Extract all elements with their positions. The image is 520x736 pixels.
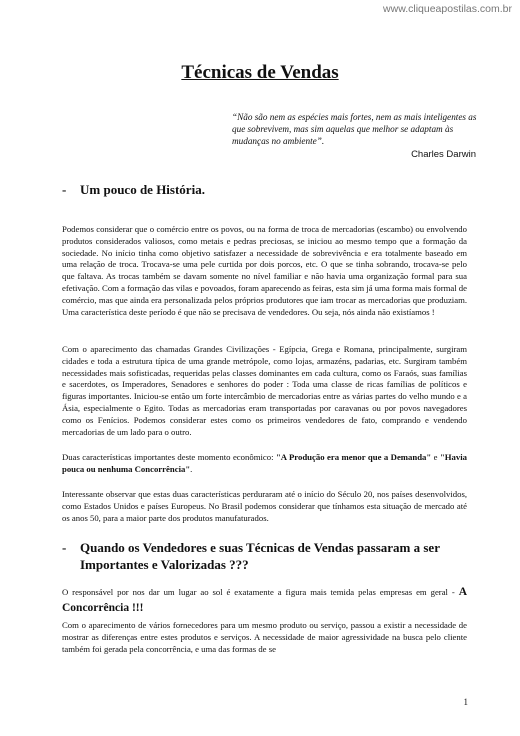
emphasis-competition: "Havia pouca ou nenhuma Concorrência" <box>62 452 467 474</box>
paragraph-history-3 <box>62 452 467 476</box>
paragraph-sellers-1 <box>62 585 467 616</box>
paragraph-text: Duas características importantes deste momento econômico: <box>62 452 276 462</box>
epigraph-author: Charles Darwin <box>411 149 476 160</box>
paragraph-text: e <box>431 452 440 462</box>
heading-dash: - <box>62 540 67 555</box>
heading-text: Um pouco de História. <box>80 182 205 197</box>
paragraph-history-2: Com o aparecimento das chamadas Grandes Civilizações - Egípcia, Grega e Romana, principalmente, surgiram cidades e toda a estrutura típica de uma grande metrópole, como lojas, armazéns, padarias, etc. Surgiram também necessidades mais sofisticadas, requeridas pelas classes dominantes em cada cultura, como os Faraós, suas famílias e sacerdotes, os Imperadores, Senadores e senhores do poder : Toda uma classe de ricas famílias de políticos e figuras importantes. Iniciou-se então um forte intercâmbio de mercadorias entre as várias partes do velho mundo e a Ásia, especialmente o Egito. Todas as mercadorias eram transportadas por caravanas ou por povos navegadores como os Fenícios. Podemos considerar estes como os primeiros vendedores de fato, comprando e vendendo mercadorias de um lado para o outro. <box>62 344 467 437</box>
paragraph-history-4: Interessante observar que estas duas características perduraram até o início do Século 20, nos países desenvolvidos, como Estados Unidos e países Europeus. No Brasil podemos considerar que tínhamos esta situação de mercado até os anos 50, para a maior parte dos produtos manufaturados. <box>62 489 467 523</box>
heading-dash: - <box>62 182 67 197</box>
emphasis-production: "A Produção era menor que a Demanda" <box>275 452 432 462</box>
paragraph-text: O responsável por nos dar um lugar ao sol é exatamente a figura mais temida pelas empresas em geral - <box>62 587 459 597</box>
section-heading-sellers <box>62 540 440 574</box>
paragraph-history-1: Podemos considerar que o comércio entre os povos, ou na forma de troca de mercadorias (escambo) ou envolvendo produtos considerados valiosos, como metais e pedras preciosas, se iniciou ao mesmo tempo que a formação da sociedade. No início tinha como objetivo satisfazer a necessidade de sobrevivência e era totalmente baseado em uma relação de troca. Trocava-se uma pele curtida por dois porcos, etc. O que se tinha sobrando, trocava-se pelo que faltava. As trocas também se davam somente no nível familiar e não havia uma organização formal para sua efetivação. Com a formação das vilas e povoados, foram aparecendo as feiras, esta sim já uma forma mais formal de comércio, mas que ainda era personalizada pelos próprios produtores que iam trocar as mercadorias que produziam. Uma característica deste período é que não se precisava de vendedores. Ou seja, nós ainda não existíamos ! <box>62 224 467 317</box>
section-heading-history <box>62 182 205 199</box>
page-number: 1 <box>463 697 468 707</box>
emphasis-concorrencia: A Concorrência !!! <box>62 586 467 614</box>
document-title: Técnicas de Vendas <box>181 62 339 83</box>
paragraph-text: . <box>190 463 193 474</box>
site-watermark: www.cliqueapostilas.com.br <box>383 3 512 15</box>
heading-text-line1: Quando os Vendedores e suas Técnicas de Vendas passaram a ser <box>80 540 440 555</box>
heading-text-line2: Importantes e Valorizadas ??? <box>80 556 249 572</box>
epigraph-quote: “Não são nem as espécies mais fortes, nem as mais inteligentes as que sobrevivem, mas sim aquelas que melhor se adaptam às mudanças no ambiente”. <box>232 112 477 147</box>
paragraph-sellers-2: Com o aparecimento de vários fornecedores para um mesmo produto ou serviço, passou a existir a necessidade de mostrar as diferenças entre estes produtos e serviços. A necessidade de maior agressividade na busca pelo cliente também foi gerada pela concorrência, e uma das formas de se <box>62 620 467 654</box>
